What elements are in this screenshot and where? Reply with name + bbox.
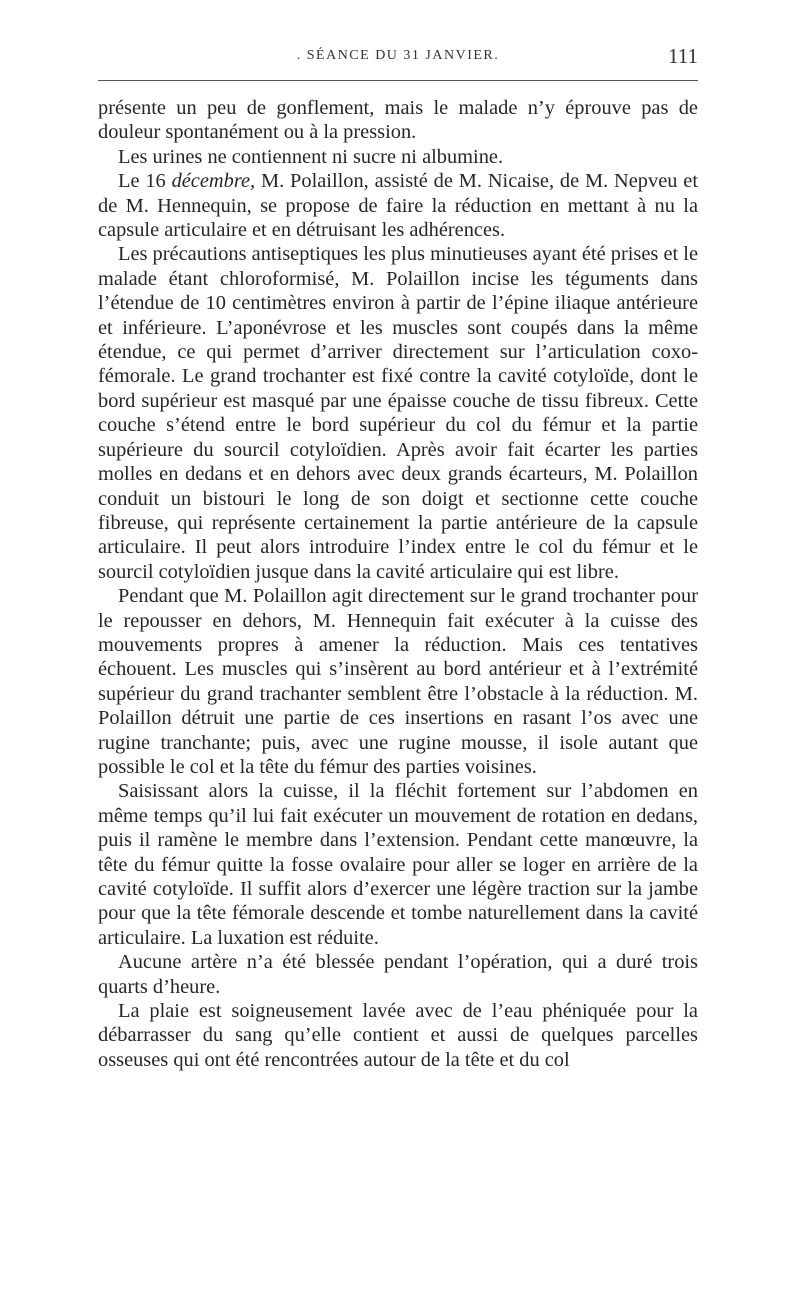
running-title: . SÉANCE DU 31 JANVIER. — [296, 48, 500, 63]
paragraph-3-lead: Le 16 — [118, 170, 172, 193]
paragraph-3-rest: M. Polaillon, assisté de M. Nicaise, de M. Nepveu et de M. Hennequin, se propose de faire la réduction en mettant à nu la capsule articulaire et en détruisant les adhérences. — [98, 170, 698, 242]
paragraph-3 — [98, 169, 698, 242]
paragraph-2: Les urines ne contiennent ni sucre ni albumine. — [118, 145, 504, 168]
paragraph-1: présente un peu de gonflement, mais le malade n’y éprouve pas de douleur spontanément ou à la pression. — [98, 97, 698, 144]
paragraph-5: Pendant que M. Polaillon agit directement sur le grand trochanter pour le repousser en dehors, M. Hennequin fait exécuter à la cuisse des mouvements propres à amener la réduction. Mais ces tentatives échouent. Les muscles qui s’insèrent au bord antérieur et à l’extrémité supérieur du grand trachanter semblent être l’obstacle à la réduction. M. Polaillon détruit une partie de ces insertions en rasant l’os avec une rugine tranchante; puis, avec une rugine mousse, il isole autant que possible le col et la tête du fémur des parties voisines. — [98, 585, 698, 778]
paragraph-4: Les précautions antiseptiques les plus minutieuses ayant été prises et le malade étant chloroformisé, M. Polaillon incise les téguments dans l’étendue de 10 centimètres environ à partir de l’épine iliaque antérieure et inférieure. L’aponévrose et les muscles sont coupés dans la même étendue, ce qui permet d’arriver directement sur l’articulation coxo-fémorale. Le grand trochanter est fixé contre la cavité cotyloïde, dont le bord supérieur est masqué par une épaisse couche de tissu fibreux. Cette couche s’étend entre le bord supérieur du col du fémur et la partie supérieure du sourcil cotyloïdien. Après avoir fait écarter les parties molles en dedans et en dehors avec deux grands écarteurs, M. Polaillon conduit un bistouri le long de son doigt et sectionne cette couche fibreuse, qui représente certainement la partie antérieure de la capsule articulaire. Il peut alors introduire l’index entre le col du fémur et le sourcil cotyloïdien jusque dans la cavité articulaire qui est libre. — [98, 243, 698, 583]
paragraph-6: Saisissant alors la cuisse, il la fléchit fortement sur l’abdomen en même temps qu’il lui fait exécuter un mouvement de rotation en dedans, puis il ramène le membre dans l’extension. Pendant cette manœuvre, la tête du fémur quitte la fosse ovalaire pour aller se loger en arrière de la cavité cotyloïde. Il suffit alors d’exercer une légère traction sur la jambe pour que la tête fémorale descende et tombe naturellement dans la cavité articulaire. La luxation est réduite. — [98, 780, 698, 949]
body-text — [98, 96, 698, 1072]
page-number: 111 — [668, 44, 698, 68]
running-head — [98, 44, 698, 72]
paragraph-8: La plaie est soigneusement lavée avec de l’eau phéniquée pour la débarrasser du sang qu’elle contient et aussi de quelques parcelles osseuses qui ont été rencontrées autour de la tête et du col — [98, 1000, 698, 1071]
paragraph-3-date-emphasis: décembre, — [171, 170, 256, 193]
paragraph-7: Aucune artère n’a été blessée pendant l’opération, qui a duré trois quarts d’heure. — [98, 951, 698, 998]
header-rule — [98, 80, 698, 81]
